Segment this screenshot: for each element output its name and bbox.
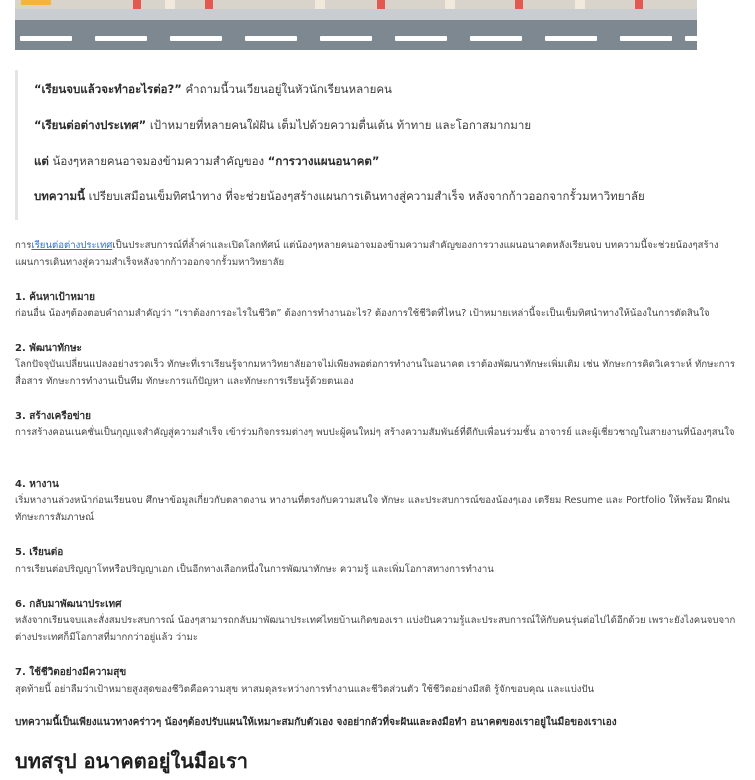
banner-road [15, 20, 697, 50]
section-7-body: สุดท้ายนี้ อย่าลืมว่าเป้าหมายสูงสุดของชีวิตคือความสุข หาสมดุลระหว่างการทำงานและชีวิตส่วนตัว ใช้ชีวิตอย่างมีสติ รู้จักขอบคุณ และแบ่งปัน [15, 684, 595, 695]
road-dash [470, 36, 522, 41]
section-7-heading: 7. ใช้ชีวิตอย่างมีความสุข [15, 667, 127, 678]
quote-line-4 [34, 188, 645, 204]
road-dash [95, 36, 147, 41]
section-2-heading: 2. พัฒนาทักษะ [15, 343, 82, 354]
section-5-heading: 5. เรียนต่อ [15, 547, 64, 558]
road-dash [685, 36, 697, 41]
quote-line-1-bold: “เรียนจบแล้วจะทำอะไรต่อ?” [34, 82, 182, 96]
study-abroad-link[interactable]: เรียนต่อต่างประเทศ [31, 240, 113, 251]
quote-line-2-bold: “เรียนต่อต่างประเทศ” [34, 118, 147, 132]
road-dash [545, 36, 597, 41]
quote-line-4-text: เปรียบเสมือนเข็มทิศนำทาง ที่จะช่วยน้องๆสร้างแผนการเดินทางสู่ความสำเร็จ หลังจากก้าวออกจากรั้วมหาวิทยาลัย [84, 189, 645, 203]
quote-line-2-text: เป้าหมายที่หลายคนใฝ่ฝัน เต็มไปด้วยความตื่นเต้น ท้าทาย และโอกาสมากมาย [146, 118, 532, 132]
road-dash [320, 36, 372, 41]
banner-ground [15, 0, 697, 9]
section-4-heading: 4. หางาน [15, 479, 59, 490]
section-5-body: การเรียนต่อปริญญาโทหรือปริญญาเอก เป็นอีกทางเลือกหนึ่งในการพัฒนาทักษะ ความรู้ และเพิ่มโอกาสทางการทำงาน [15, 564, 494, 575]
section-6-body: หลังจากเรียนจบและสั่งสมประสบการณ์ น้องๆสามารถกลับมาพัฒนาประเทศไทยบ้านเกิดของเรา แบ่งปันความรู้และประสบการณ์ให้กับคนรุ่นต่อไปได้อีกด้วย เพราะยังไงคนจบจากต่างประเทศก็มีโอกาสที่มากกว่าอยู่แล้ว ว่ามะ [15, 615, 736, 643]
section-3-heading: 3. สร้างเครือข่าย [15, 411, 92, 422]
quote-line-1-text: คำถามนี้วนเวียนอยู่ในหัวนักเรียนหลายคน [181, 82, 392, 96]
quote-line-3 [34, 153, 379, 169]
section-2-body: โลกปัจจุบันเปลี่ยนแปลงอย่างรวดเร็ว ทักษะที่เราเรียนรู้จากมหาวิทยาลัยอาจไม่เพียงพอต่อการทำงานในอนาคต เราต้องพัฒนาทักษะเพิ่มเติม เช่น ทักษะการคิดวิเคราะห์ ทักษะการสื่อสาร ทักษะการทำงานเป็นทีม ทักษะการแก้ปัญหา และทักษะการเรียนรู้ด้วยตนเอง [15, 359, 735, 387]
road-dash [170, 36, 222, 41]
road-dash [620, 36, 672, 41]
closing-note: บทความนี้เป็นเพียงแนวทางคร่าวๆ น้องๆต้องปรับแผนให้เหมาะสมกับตัวเอง จงอย่ากลัวที่จะฝันและลงมือทำ อนาคตของเราอยู่ในมือของเราเอง [15, 717, 617, 728]
intro-text: เป็นประสบการณ์ที่ล้ำค่าและเปิดโลกทัศน์ แต่น้องๆหลายคนอาจมองข้ามความสำคัญของการวางแผนอนาคตหลังเรียนจบ บทความนี้จะช่วยน้องๆสร้างแผนการเดินทางสู่ความสำเร็จหลังจากก้าวออกจากรั้วมหาวิทยาลัย [15, 240, 719, 268]
road-dash [395, 36, 447, 41]
intro-quote-block [15, 70, 745, 220]
road-dash [245, 36, 297, 41]
section-1-body: ก่อนอื่น น้องๆต้องตอบคำถามสำคัญว่า “เราต้องการอะไรในชีวิต” ต้องการทำงานอะไร? ต้องการใช้ชีวิตที่ไหน? เป้าหมายเหล่านี้จะเป็นเข็มทิศนำทางให้น้องในการตัดสินใจ [15, 308, 710, 319]
intro-prefix: การ [15, 240, 32, 251]
section-1-heading: 1. ค้นหาเป้าหมาย [15, 292, 96, 303]
quote-line-4-bold: บทความนี้ [34, 189, 85, 203]
section-3-body: การสร้างคอนเนคชั่นเป็นกุญแจสำคัญสู่ความสำเร็จ เข้าร่วมกิจกรรมต่างๆ พบปะผู้คนใหม่ๆ สร้างความสัมพันธ์ที่ดีกับเพื่อนร่วมชั้น อาจารย์ และผู้เชี่ยวชาญในสายงานที่น้องๆสนใจ [15, 427, 735, 438]
quote-line-1 [34, 81, 392, 97]
banner-sign [21, 0, 51, 5]
section-6-heading: 6. กลับมาพัฒนาประเทศ [15, 599, 122, 610]
section-4-body: เริ่มหางานล่วงหน้าก่อนเรียนจบ ศึกษาข้อมูลเกี่ยวกับตลาดงาน หางานที่ตรงกับความสนใจ ทักษะ และประสบการณ์ของน้องๆเอง เตรียม Resume และ Portfolio ให้พร้อม ฝึกฝนทักษะการสัมภาษณ์ [15, 495, 730, 523]
quote-line-3-text: น้องๆหลายคนอาจมองข้ามความสำคัญของ [48, 154, 268, 168]
banner-image [15, 0, 697, 50]
quote-line-3-bold-b: “การวางแผนอนาคต” [267, 154, 380, 168]
conclusion-heading: บทสรุป อนาคตอยู่ในมือเรา [15, 749, 248, 773]
intro-paragraph [15, 237, 743, 271]
quote-line-2 [34, 117, 531, 133]
quote-line-3-bold-a: แต่ [34, 154, 49, 168]
banner-curb [15, 9, 697, 20]
road-dash [20, 36, 72, 41]
